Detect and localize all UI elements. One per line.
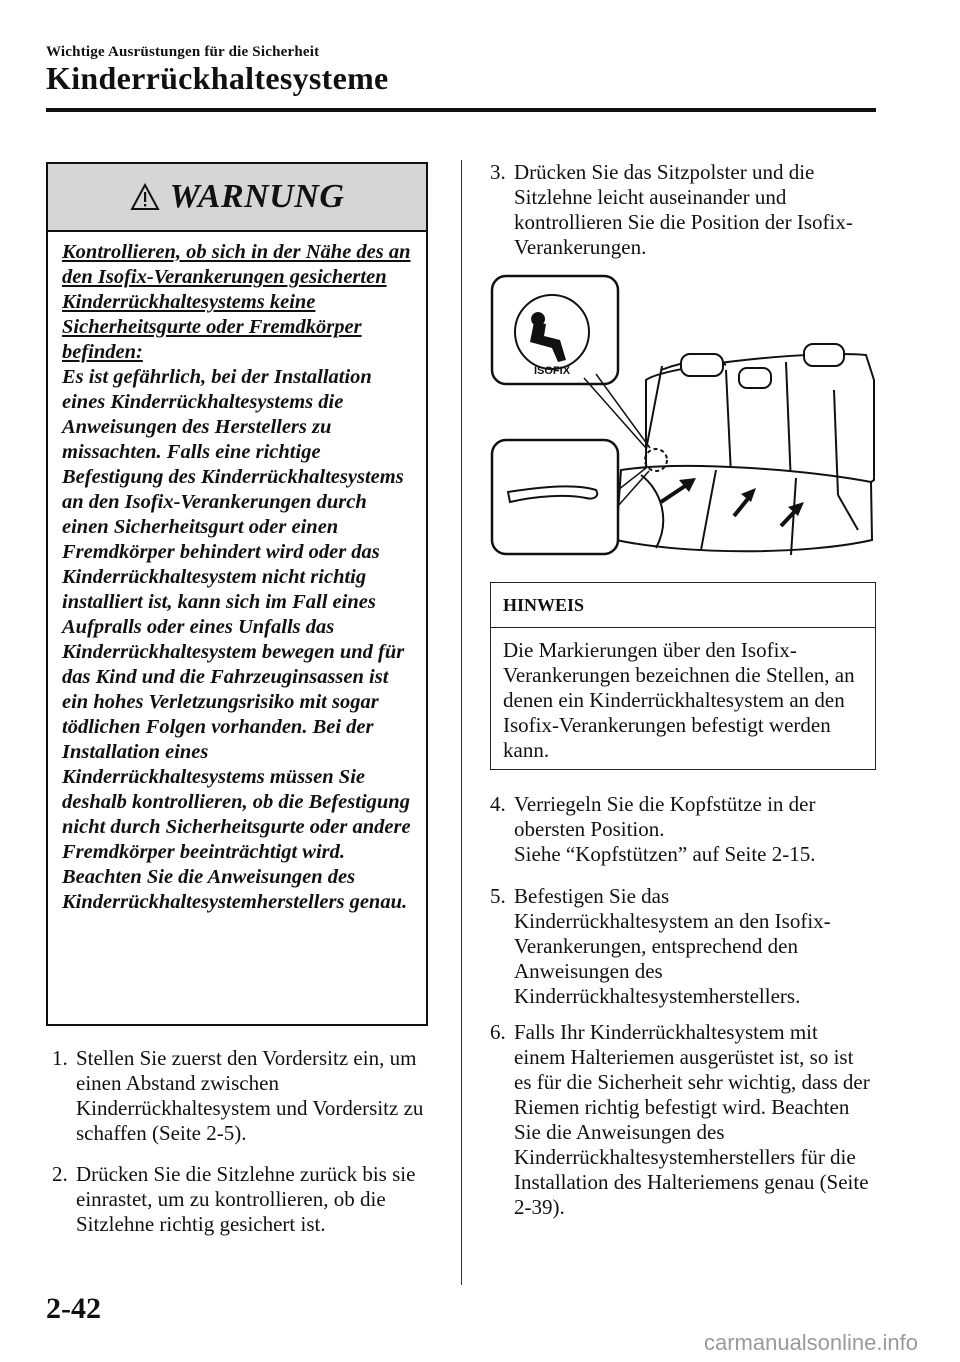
warning-text: Es ist gefährlich, bei der Installation eines Kinderrückhaltesystems die Anweisungen des Herstellers zu missachten. Falls eine richtige Befestigung des Kinderrückhaltesystems an den Isofix-Verankerungen durch einen Sicherheitsgurt oder einen Fremdkörper behindert wird oder das Kinderrückhaltesystem nicht richtig installiert ist, kann sich im Fall eines Aufpralls oder eines Unfalls das Kinderrückhaltesystem bewegen und für das Kind und die Fahrzeuginsassen ist ein hohes Verletzungsrisiko mit sogar tödlichen Folgen vorhanden. Bei der Installation eines Kinderrückhaltesystems müssen Sie deshalb kontrollieren, ob die Befestigung nicht durch Sicherheitsgurte oder andere Fremdkörper beeinträchtigt wird. Beachten Sie die Anweisungen des Kinderrückhaltesystemherstellers genau. xyxy=(62,366,411,913)
step-text: Drücken Sie das Sitzpolster und die Sitzlehne leicht auseinander und kontrollieren Sie die Position der Isofix-Verankerungen. xyxy=(514,160,853,259)
step-number: 4. xyxy=(490,792,506,816)
step-number: 2. xyxy=(52,1162,68,1186)
note-box xyxy=(490,582,876,770)
step-number: 1. xyxy=(52,1046,68,1070)
page-title: Kinderrückhaltesysteme xyxy=(46,60,389,96)
warning-body xyxy=(48,232,426,915)
title-rule xyxy=(46,108,876,112)
step-number: 3. xyxy=(490,160,506,184)
step-text: Falls Ihr Kinderrückhaltesystem mit einem Halteriemen ausgerüstet ist, so ist es für die Sicherheit sehr wichtig, dass der Riemen richtig befestigt wird. Beachten Sie die Anweisungen des Kinderrückhaltesystemherstellers für die Installation des Halteriemens genau (Seite 2-39). xyxy=(514,1020,870,1219)
warning-lead: Kontrollieren, ob sich in der Nähe des an den Isofix-Verankerungen gesicherten Kinderrückhaltesystems keine Sicherheitsgurte oder Fremdkörper befinden: xyxy=(62,241,411,363)
note-title: HINWEIS xyxy=(491,583,875,628)
step-text: Befestigen Sie das Kinderrückhaltesystem an den Isofix-Verankerungen, entsprechend den Anweisungen des Kinderrückhaltesystemherstellers. xyxy=(514,884,831,1008)
step-text: Verriegeln Sie die Kopfstütze in der obersten Position. xyxy=(514,792,816,841)
step-6 xyxy=(490,1020,872,1220)
section-label: Wichtige Ausrüstungen für die Sicherheit xyxy=(46,44,320,60)
isofix-seat-illustration xyxy=(486,270,876,562)
step-5 xyxy=(490,884,866,1009)
note-body: Die Markierungen über den Isofix-Verankerungen bezeichnen die Stellen, an denen ein Kinderrückhaltesystem an den Isofix-Verankerungen befestigt werden kann. xyxy=(503,638,855,762)
step-4 xyxy=(490,792,866,867)
step-3 xyxy=(490,160,866,260)
step-number: 6. xyxy=(490,1020,506,1044)
page-number: 2-42 xyxy=(46,1292,101,1325)
warning-title: WARNUNG xyxy=(169,178,345,215)
column-divider xyxy=(461,160,462,1285)
warning-triangle-icon xyxy=(130,183,160,211)
step-2 xyxy=(52,1162,428,1237)
watermark: carmanualsonline.info xyxy=(703,1330,918,1355)
warning-box xyxy=(46,162,428,1026)
step-number: 5. xyxy=(490,884,506,908)
isofix-label: ISOFIX xyxy=(533,365,571,377)
step-reference: Siehe “Kopfstützen” auf Seite 2-15. xyxy=(514,842,816,866)
warning-header xyxy=(48,164,426,232)
step-text: Stellen Sie zuerst den Vordersitz ein, um einen Abstand zwischen Kinderrückhaltesystem und Vordersitz zu schaffen (Seite 2-5). xyxy=(76,1046,424,1145)
step-1 xyxy=(52,1046,428,1146)
step-text: Drücken Sie die Sitzlehne zurück bis sie einrastet, um zu kontrollieren, ob die Sitzlehne richtig gesichert ist. xyxy=(76,1162,416,1236)
